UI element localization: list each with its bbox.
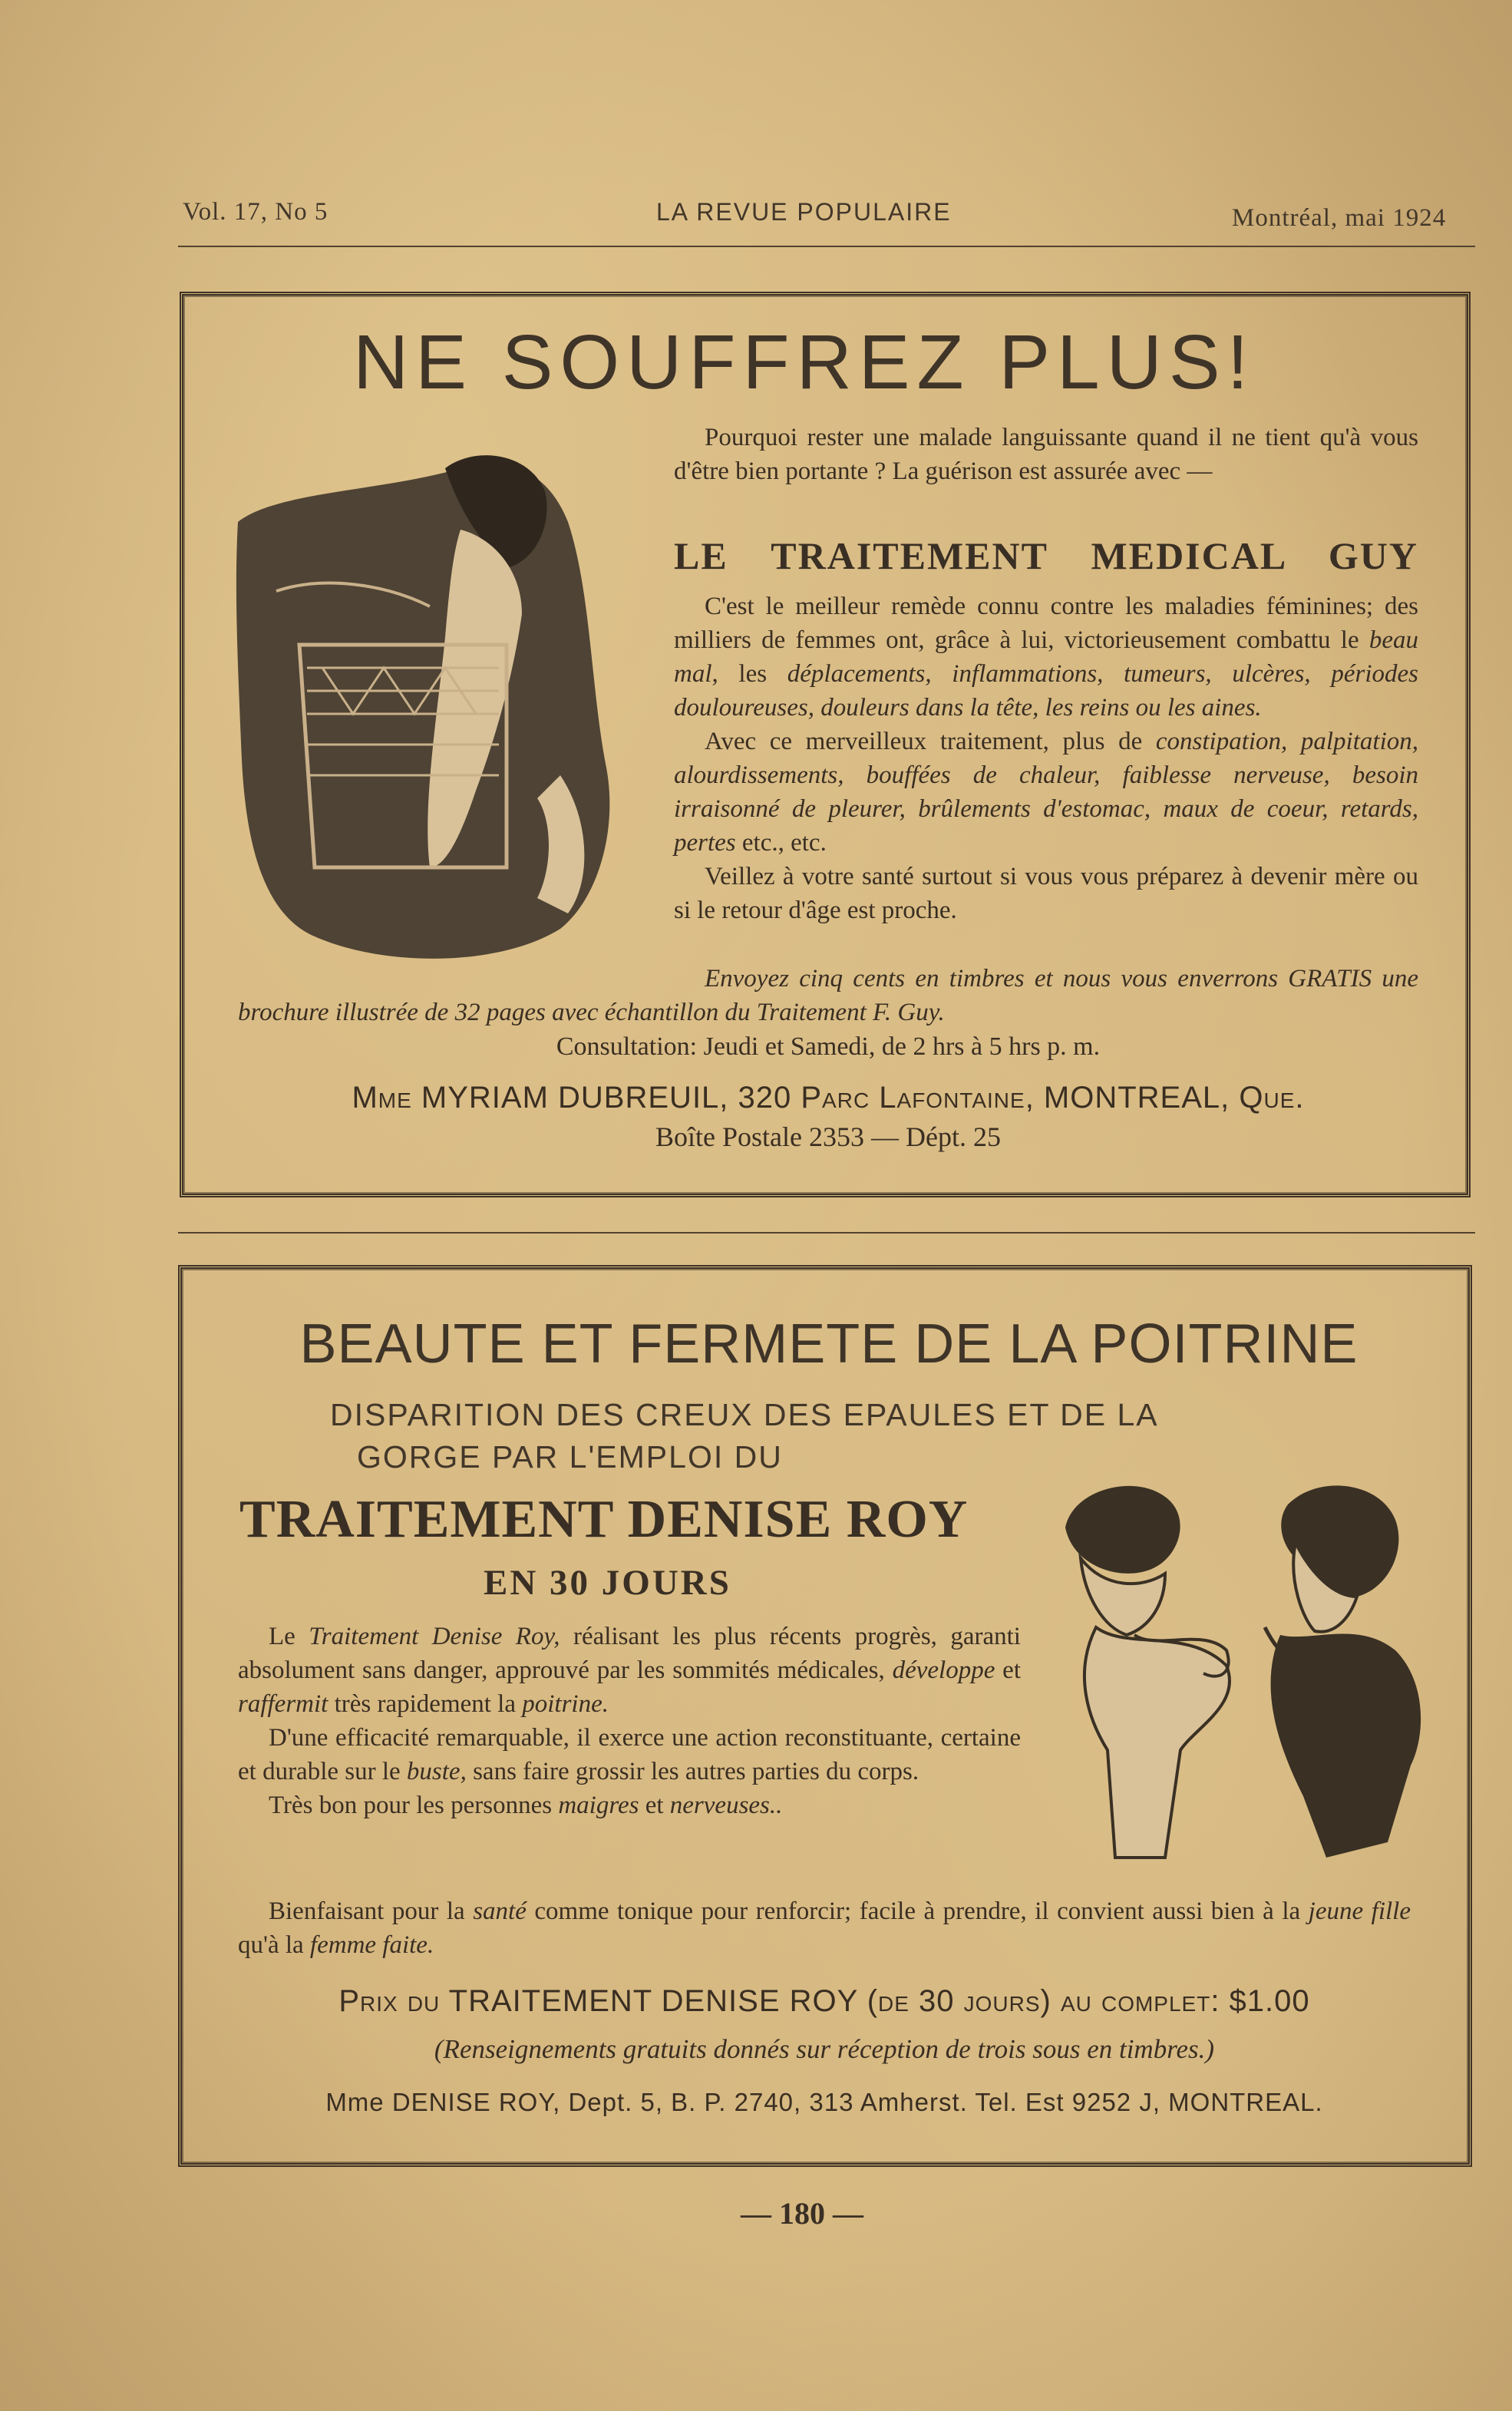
text-run: nerveuses.. (669, 1792, 783, 1819)
ad-roy-paragraph-1 (238, 1620, 1021, 1721)
ad-roy-info: (Renseignements gratuits donnés sur réception de trois sous en timbres.) (434, 2034, 1215, 2064)
issue-date: Montréal, mai 1924 (1232, 204, 1447, 232)
header-rule (178, 246, 1475, 247)
text-run: buste, (406, 1758, 467, 1785)
text-run: D'une efficacité remarquable, il exerce une action reconstituante, certaine et durable sur le (238, 1724, 1021, 1785)
volume-number: Vol. 17, No 5 (183, 198, 328, 226)
two-women-illustration (1050, 1474, 1434, 1865)
text-run: C'est le meilleur remède connu contre les maladies féminines; des milliers de femmes ont, grâce à lui, victorieusement combattu le (674, 593, 1418, 654)
ad-guy-paragraph-1 (674, 590, 1418, 725)
ad-roy-product: TRAITEMENT DENISE ROY (239, 1490, 969, 1549)
ad-roy-paragraph-2 (238, 1721, 1021, 1788)
text-run: constipation, palpitation, alourdissements, bouffées de chaleur, faiblesse nerveuse, besoin irraisonné de pleurer, brûlements d'estomac, maux de coeur, retards, pertes (674, 728, 1418, 857)
text-run: beau mal (674, 626, 1418, 688)
text-run: jeune fille (1308, 1897, 1411, 1925)
ad-guy-postbox: Boîte Postale 2353 — Dépt. 25 (655, 1121, 1001, 1152)
ad-guy-product: LE TRAITEMENT MEDICAL GUY (674, 534, 1418, 577)
intro-text: Pourquoi rester une malade languissante quand il ne tient qu'à vous d'être bien portante ? La guérison est assurée avec — (674, 424, 1418, 485)
section-rule (178, 1232, 1475, 1234)
ad-roy-headline: BEAUTE ET FERMETE DE LA POITRINE (299, 1313, 1358, 1375)
ad-guy-paragraph-3: Veillez à votre santé surtout si vous vous préparez à devenir mère ou si le retour d'âge est proche. (674, 863, 1418, 924)
text-run: Traitement Denise Roy, (309, 1623, 560, 1650)
text-run: Avec ce merveilleux traitement, plus de (705, 728, 1156, 755)
text-run: réalisant les plus récents progrès, garanti absolument sans danger, approuvé par les sommités médicales, (238, 1623, 1021, 1684)
ad-roy-paragraph-3 (238, 1788, 1021, 1822)
ad-roy-paragraph-4 (238, 1894, 1411, 1962)
text-run: Bienfaisant pour la (269, 1897, 474, 1925)
ad-guy-headline: NE SOUFFREZ PLUS! (353, 319, 1256, 405)
ad-guy-address: Mme MYRIAM DUBREUIL, 320 Parc Lafontaine, MONTREAL, Que. (352, 1081, 1305, 1115)
text-run: déplacements, inflammations, tumeurs, ulcères, périodes douloureuses, douleurs dans la tête, les reins ou les aines. (674, 660, 1418, 722)
ad-guy-offer: Envoyez cinq cents en timbres et nous vous enverrons GRATIS une brochure illustrée de 32 pages avec échantillon du Traitement F. Guy. (238, 965, 1418, 1026)
ad-roy-address: Mme DENISE ROY, Dept. 5, B. P. 2740, 313 Amherst. Tel. Est 9252 J, MONTREAL. (325, 2088, 1323, 2116)
ad-guy-paragraph-2 (674, 725, 1418, 860)
text-run: sans faire grossir les autres parties du corps. (466, 1758, 919, 1785)
text-run: femme faite. (309, 1931, 434, 1959)
ad-roy-body (238, 1620, 1021, 1822)
magazine-title: LA REVUE POPULAIRE (656, 198, 952, 226)
text-run: et (639, 1792, 670, 1819)
text-run: développe (892, 1656, 995, 1684)
text-run: Très bon pour les personnes (269, 1792, 559, 1819)
text-run: maigres (558, 1792, 639, 1819)
text-run: Le (269, 1623, 309, 1650)
ad-roy-subheadline-2: GORGE PAR L'EMPLOI DU (357, 1439, 783, 1475)
ad-roy-duration: EN 30 JOURS (484, 1563, 731, 1603)
ad-roy-price: Prix du TRAITEMENT DENISE ROY (de 30 jours) au complet: $1.00 (338, 1984, 1310, 2018)
page-number: — 180 — (741, 2196, 863, 2231)
text-run: santé (473, 1897, 527, 1925)
ad-guy-consultation: Consultation: Jeudi et Samedi, de 2 hrs à 5 hrs p. m. (556, 1032, 1101, 1061)
text-run: et (995, 1656, 1021, 1684)
woman-at-cradle-illustration (230, 438, 622, 959)
ad-roy-subheadline-1: DISPARITION DES CREUX DES EPAULES ET DE LA (330, 1397, 1159, 1432)
text-run: , les (711, 660, 787, 688)
text-run: très rapidement la (328, 1690, 523, 1718)
text-run: comme tonique pour renforcir; facile à prendre, il convient aussi bien à la (526, 1897, 1309, 1925)
text-run: raffermit (238, 1690, 328, 1718)
ad-roy-paragraph-4-text (238, 1894, 1411, 1962)
text-run: qu'à la (238, 1931, 310, 1959)
text-run: poitrine. (522, 1690, 609, 1718)
ad-guy-intro (674, 421, 1418, 488)
ad-guy-body (674, 590, 1418, 927)
text-run: etc., etc. (735, 829, 827, 857)
